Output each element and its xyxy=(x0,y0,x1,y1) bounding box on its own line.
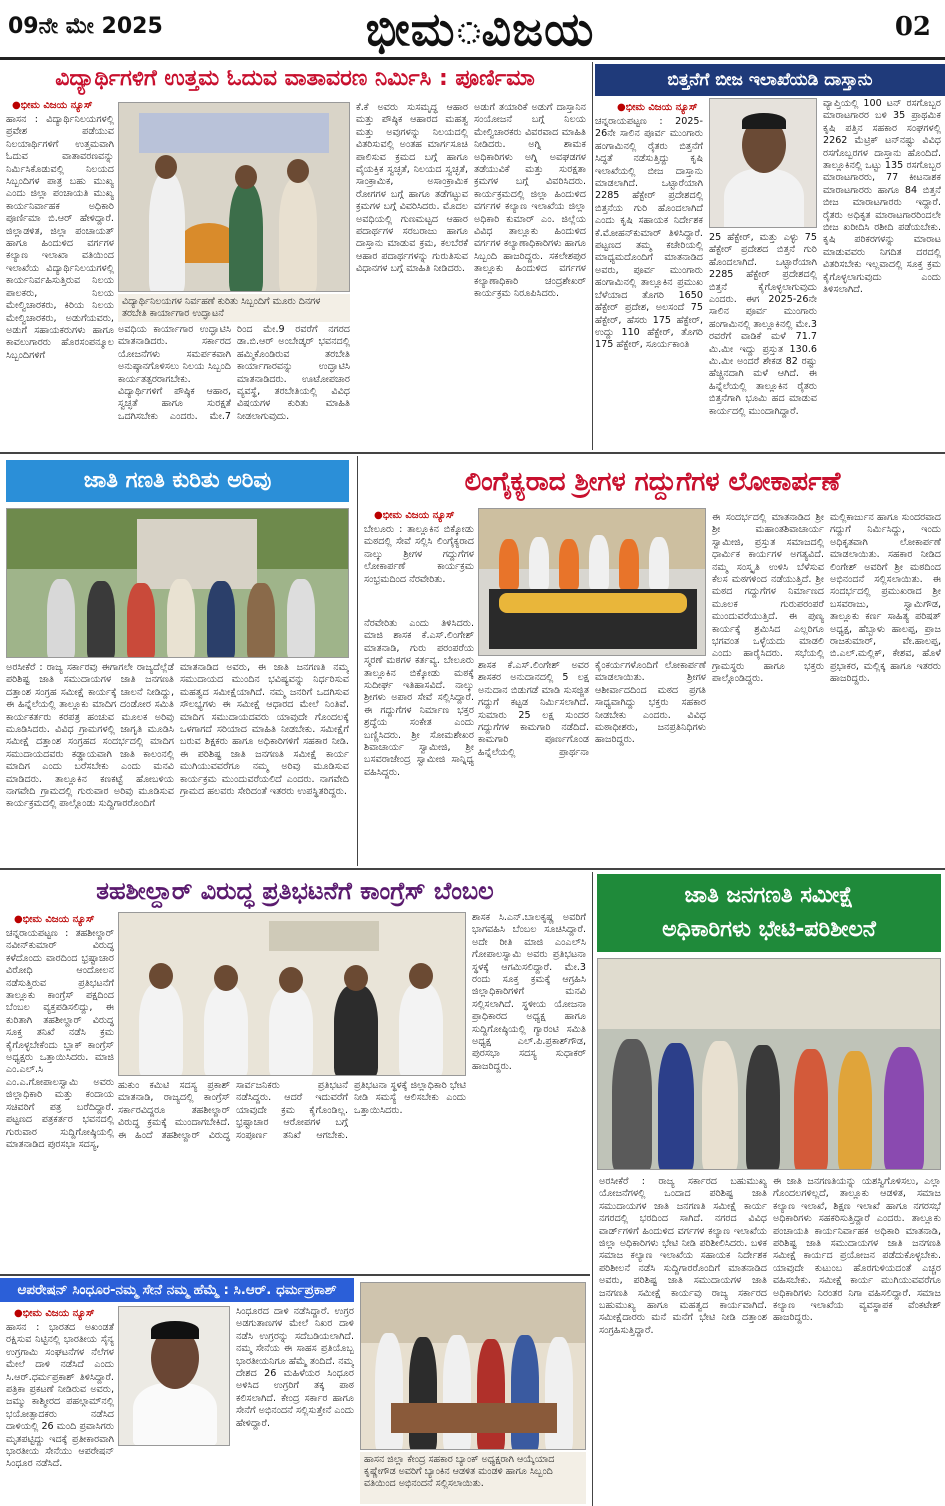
person-figure xyxy=(499,539,519,589)
event-photo xyxy=(118,102,350,292)
section-rule xyxy=(0,1274,590,1276)
article-column: ಕೆ.ಕೆ ಅವರು ಸುಸಮೃದ್ಧ ಆಹಾರ ಮತ್ತು ಪೌಷ್ಠಿಕ ಆಹಾರದ ಮಹತ್ವ ಮತ್ತು ಅವುಗಳನ್ನು ನಿಲಯದಲ್ಲಿ ವಿತರಿಸುವಲ್ಲಿ ಅಂತಹ ಮಾರ್ಗಸೂಚಿ ಪಾಲಿಸುವ ಕ್ರಮದ ಬಗ್ಗೆ ಹಾಗೂ ವೈಯಕ್ತಿಕ ಸ್ವಚ್ಛತೆ, ನಿಲಯದ ಸ್ವಚ್ಛತೆ, ಸಾಂಕ್ರಾಮಿಕ, ಅಸಾಂಕ್ರಾಮಿಕ ರೋಗಗಳ ಬಗ್ಗೆ ಹಾಗೂ ತಡೆಗಟ್ಟುವ ಕ್ರಮಗಳ ಬಗ್ಗೆ ವಿವರಿಸಿದರು. ಮೊದಲ ಅವಧಿಯಲ್ಲಿ ಗುಣಮಟ್ಟದ ಆಹಾರ ಪದಾರ್ಥಗಳ ಸರಬರಾಜು ಹಾಗೂ ದಾಸ್ತಾನು ಮಾಡುವ ಕ್ರಮ, ಕಲಬೆರಕೆ ಆಹಾರ ಪದಾರ್ಥಗಳನ್ನು ಗುರುತಿಸುವ ವಿಧಾನಗಳ ಬಗ್ಗೆ ಮಾಹಿತಿ ನೀಡಿದರು. xyxy=(356,102,468,275)
title-right: ವಿಜಯ xyxy=(481,2,595,56)
person-figure xyxy=(702,1041,738,1170)
officer-portrait-photo xyxy=(709,98,817,228)
article-column: ಚನ್ನರಾಯಪಟ್ಟಣ : 2025-26ನೇ ಸಾಲಿನ ಪೂರ್ವ ಮುಂಗಾರು ಹಂಗಾಮಿನಲ್ಲಿ ರೈತರು ಬಿತ್ತನೆಗೆ ಸಿದ್ಧತೆ ನಡೆಸುತ್ತಿದ್ದು ಕೃಷಿ ಇಲಾಖೆಯಲ್ಲಿ ಬೀಜ ದಾಸ್ತಾನು ಮಾಡಲಾಗಿದೆ. ಒಟ್ಟಾರೆಯಾಗಿ 2285 ಹೆಕ್ಟೇರ್ ಪ್ರದೇಶದಲ್ಲಿ ಬಿತ್ತನೆಯ ಗುರಿ ಹೊಂದಲಾಗಿದೆ ಎಂದು ಕೃಷಿ ಸಹಾಯಕ ನಿರ್ದೇಶಕ ಕೆ.ಮೋಹನ್‌ಕುಮಾರ್ ತಿಳಿಸಿದ್ದಾರೆ. ಪಟ್ಟಣದ ತಮ್ಮ ಕಚೇರಿಯಲ್ಲಿ ಮಾಧ್ಯಮದೊಂದಿಗೆ ಮಾತನಾಡಿದ ಅವರು, ಪೂರ್ವ ಮುಂಗಾರು ಹಂಗಾಮಿನಲ್ಲಿ ತಾಲ್ಲೂಕಿನ ಪ್ರಮುಖ ಬೆಳೆಯಾದ ತೊಗರಿ 1650 ಹೆಕ್ಟೇರ್ ಪ್ರದೇಶ, ಅಲಸಂದೆ 75 ಹೆಕ್ಟೇರ್, ಹೆಸರು 175 ಹೆಕ್ಟೇರ್, ಉದ್ದು 110 ಹೆಕ್ಟೇರ್, ತೊಗರಿ 175 ಹೆಕ್ಟೇರ್, ಸೂರ್ಯಕಾಂತಿ xyxy=(595,116,703,351)
person-head xyxy=(287,159,309,183)
person-figure xyxy=(87,581,115,658)
hair-shape xyxy=(742,113,786,129)
article-column: 25 ಹೆಕ್ಟೇರ್, ಮತ್ತು ಎಳ್ಳು 75 ಹೆಕ್ಟೇರ್ ಪ್ರದೇಶದ ಬಿತ್ತನೆ ಗುರಿ ಹೊಂದಲಾಗಿದೆ. ಒಟ್ಟಾರೆಯಾಗಿ 2285 ಹೆಕ್ಟೇರ್ ಪ್ರದೇಶದಲ್ಲಿ ಬಿತ್ತನೆ ಕೈಗೊಳ್ಳಲಾಗುವುದು ಎಂದರು. ಈಗ 2025-26ನೇ ಸಾಲಿನ ಪೂರ್ವ ಮುಂಗಾರು ಹಂಗಾಮಿನಲ್ಲಿ ತಾಲ್ಲೂಕಿನಲ್ಲಿ ಮೇ.3 ರವರೆಗೆ ವಾಡಿಕೆ ಮಳೆ 71.7 ಮಿ.ಮೀ ಇದ್ದು ಪ್ರಸ್ತುತ 130.6 ಮಿ.ಮೀ ಅಂದರೆ ಶೇಕಡ 82 ರಷ್ಟು ಹೆಚ್ಚಿನದಾಗಿ ಮಳೆ ಆಗಿದೆ. ಈ ಹಿನ್ನೆಲೆಯಲ್ಲಿ ತಾಲ್ಲೂಕಿನ ರೈತರು ಬಿತ್ತನೆಗಾಗಿ ಭೂಮಿ ಹದ ಮಾಡುವ ಕಾರ್ಯದಲ್ಲಿ ಮುಂದಾಗಿದ್ದಾರೆ. xyxy=(709,232,817,417)
section-rule xyxy=(0,868,945,870)
article-column: ಹಾಸನ : ವಿದ್ಯಾರ್ಥಿನಿಲಯಗಳಲ್ಲಿ ಪ್ರವೇಶ ಪಡೆಯುವ ನಿಲಯಾರ್ಥಿಗಳಿಗೆ ಉತ್ತಮವಾಗಿ ಓದುವ ವಾತಾವರಣವನ್ನು ನಿರ್ಮಿಸಿಕೊಡುವಲ್ಲಿ ನಿಲಯದ ಸಿಬ್ಬಂದಿಗಳ ಪಾತ್ರ ಬಹು ಮುಖ್ಯ ಎಂದು ಜಿಲ್ಲಾ ಪಂಚಾಯತಿ ಮುಖ್ಯ ಕಾರ್ಯನಿರ್ವಾಹಕ ಅಧಿಕಾರಿ ಪೂರ್ಣಿಮಾ ಬಿ.ಆರ್ ಹೇಳಿದ್ದಾರೆ. ಜಿಲ್ಲಾಡಳಿತ, ಜಿಲ್ಲಾ ಪಂಚಾಯತ್ ಹಾಗೂ ಹಿಂದುಳಿದ ವರ್ಗಗಳ ಕಲ್ಯಾಣ ಇಲಾಖಾ ವತಿಯಿಂದ ಇಲಾಖೆಯ ವಿದ್ಯಾರ್ಥಿನಿಲಯಗಳಲ್ಲಿ ಕಾರ್ಯನಿರ್ವಹಿಸುತ್ತಿರುವ ನಿಲಯ ಪಾಲಕರು, ನಿಲಯ ಮೇಲ್ವಿಚಾರಕರು, ಕಿರಿಯ ನಿಲಯ ಮೇಲ್ವಿಚಾರಕರು, ಅಡುಗೆಯವರು, ಅಡುಗೆ ಸಹಾಯಕರುಗಳು ಹಾಗೂ ಕಾವಲುಗಾರರು ಹೊರಸಂಪನ್ಮೂಲ ಸಿಬ್ಬಂದಿಗಳಿಗೆ xyxy=(6,114,114,361)
person-head xyxy=(149,963,173,989)
person-figure xyxy=(529,537,549,589)
group-photo xyxy=(6,508,349,658)
person-figure xyxy=(409,1337,437,1450)
article-column: ಅರಸೀಕೆರೆ : ರಾಜ್ಯ ಸರ್ಕಾರದ ಬಹುಮುಖ್ಯ ಯೋಜನೆಗಳಲ್ಲಿ ಒಂದಾದ ಪರಿಶಿಷ್ಟ ಜಾತಿ ಸಮುದಾಯಗಳ ಜಾತಿ ಜನಗಣತಿ ಸಮೀಕ್ಷೆ ಕಾರ್ಯ ನಗರದಲ್ಲಿ ಭರದಿಂದ ಸಾಗಿದೆ. ನಗರದ ವಿವಿಧ ವಾರ್ಡ್‌ಗಳಿಗೆ ಹಿಂದುಳಿದ ವರ್ಗಗಳ ಕಲ್ಯಾಣ ಇಲಾಖೆಯ ಜಿಲ್ಲಾ ಅಧಿಕಾರಿಗಳು ಭೇಟಿ ನೀಡಿ ಪರಿಶೀಲಿಸಿದರು. ಬಳಿಕ ಸಮಾಜ ಕಲ್ಯಾಣ ಇಲಾಖೆಯ ಸಹಾಯಕ ನಿರ್ದೇಶಕ ಪರಿಶೀಲನೆ ನಡೆಸಿ ಸುದ್ದಿಗಾರರೊಂದಿಗೆ ಮಾತನಾಡಿದ ಅವರು, ಪರಿಶಿಷ್ಟ ಜಾತಿ ಸಮುದಾಯಗಳ ಜಾತಿ ಜನಗಣತಿ ಸಮೀಕ್ಷೆ ಕಾರ್ಯವು ರಾಜ್ಯ ಸರ್ಕಾರದ ಬಹುಮುಖ್ಯ ಹಾಗೂ ಮಹತ್ವದ ಕಾರ್ಯವಾಗಿದೆ. ಸಮೀಕ್ಷೆದಾರರು ಮನೆ ಮನೆಗೆ ಭೇಟಿ ನೀಡಿ ದತ್ತಾಂಶ ಸಂಗ್ರಹಿಸುತ್ತಿದ್ದಾರೆ. xyxy=(599,1176,767,1336)
person-head xyxy=(214,965,238,991)
person-figure xyxy=(229,183,263,292)
column-rule xyxy=(592,872,593,1506)
article-column: ಬೇಲೂರು : ತಾಲ್ಲೂಕಿನ ಬಿಕ್ಕೋಡು ಮಠದಲ್ಲಿ ಸೇವೆ ಸಲ್ಲಿಸಿ ಲಿಂಗೈಕ್ಯರಾದ ನಾಲ್ಕು ಶ್ರೀಗಳ ಗದ್ದುಗೆಗಳ ಲೋಕಾರ್ಪಣೆ ಕಾರ್ಯಕ್ರಮ ಸಂಭ್ರಮದಿಂದ ನೆರವೇರಿತು. xyxy=(364,524,474,585)
headline: ಲಿಂಗೈಕ್ಯರಾದ ಶ್ರೀಗಳ ಗದ್ದುಗೆಗಳ ಲೋಕಾರ್ಪಣೆ xyxy=(464,467,841,497)
page-number: 02 xyxy=(894,12,931,42)
person-head xyxy=(155,155,177,179)
byline: ● ಭೀಮ ವಿಜಯ ನ್ಯೂಸ್ xyxy=(12,100,93,111)
article-column: ಚನ್ನರಾಯಪಟ್ಟಣ : ತಹಶೀಲ್ದಾರ್ ನವೀನ್‌ಕುಮಾರ್ ವಿರುದ್ಧ ಕಳೆದೊಂದು ವಾರದಿಂದ ಭ್ರಷ್ಟಾಚಾರ ವಿರೋಧಿ ಆಂದೋಲನ ನಡೆಸುತ್ತಿರುವ ಪ್ರತಿಭಟನೆಗೆ ತಾಲ್ಲೂಕು ಕಾಂಗ್ರೆಸ್ ಪಕ್ಷದಿಂದ ಬೆಂಬಲ ವ್ಯಕ್ತಪಡಿಸಲಿದ್ದು, ಈ ಕುರಿತಾಗಿ ತಹಶೀಲ್ದಾರ್ ವಿರುದ್ಧ ಸೂಕ್ತ ತನಿಖೆ ನಡೆಸಿ ಕ್ರಮ ಕೈಗೊಳ್ಳಬೇಕೆಂದು ಬ್ಲಾಕ್ ಕಾಂಗ್ರೆಸ್ ಅಧ್ಯಕ್ಷರು ಒತ್ತಾಯಿಸಿದರು. ಮಾಜಿ ಎಂ.ಎಲ್.ಸಿ ಎಂ.ಎ.ಗೋಪಾಲಸ್ವಾಮಿ ಅವರು ಜಿಲ್ಲಾಧಿಕಾರಿ ಮತ್ತು ಕಂದಾಯ ಸಚಿವರಿಗೆ ಪತ್ರ ಬರೆದಿದ್ದಾರೆ. ಪಟ್ಟಣದ ಪತ್ರಕರ್ತರ ಭವನದಲ್ಲಿ ಗುರುವಾರ ಸುದ್ದಿಗೋಷ್ಠಿಯಲ್ಲಿ ಮಾತನಾಡಿದ ಪುರಸಭಾ ಸದಸ್ಯ, xyxy=(6,928,114,1150)
person-figure xyxy=(477,1339,505,1450)
byline: ● ಭೀಮ ವಿಜಯ ನ್ಯೂಸ್ xyxy=(617,102,698,113)
article-column: ಮಾತನಾಡಿದ ಅವರು, ಈ ಜಾತಿ ಜನಗಣತಿ ನಮ್ಮ ಸಮುದಾಯದ ಮುಂದಿನ ಭವಿಷ್ಯವನ್ನು ನಿರ್ಧರಿಸುವ ಮಹತ್ವದ ಸಮೀಕ್ಷೆಯಾಗಿದೆ. ನಮ್ಮ ಜನರಿಗೆ ಒದಗಿಸುವ ಸೌಲಭ್ಯಗಳು ಈ ಸಮೀಕ್ಷೆ ಆಧಾರದ ಮೇಲೆ ನಿಂತಿವೆ. ಮಾದಿಗ ಸಮುದಾಯದವರು ಯಾವುದೇ ಗೊಂದಲಕ್ಕೆ ಒಳಗಾಗದೆ ಸರಿಯಾದ ಮಾಹಿತಿ ನೀಡಬೇಕು. ಸಮೀಕ್ಷೆಗೆ ಬರುವ ಶಿಕ್ಷಕರು ಹಾಗೂ ಅಧಿಕಾರಿಗಳಿಗೆ ಸಹಕಾರ ನೀಡಿ. ಈ ಪರಿಶಿಷ್ಟ ಜಾತಿ ಜನಗಣತಿ ಸಮೀಕ್ಷೆ ಕಾರ್ಯ ಮುಗಿಯುವವರೆಗೂ ನಮ್ಮ ಅರಿವು ಮೂಡಿಸುವ ಕಾರ್ಯಕ್ರಮ ಮುಂದುವರೆಯಲಿದೆ ಎಂದರು. ನಾಗವೇದಿ ಗ್ರಾಮದ ಹಲವರು ಸೇರಿದಂತೆ ಇತರರು ಉಪಸ್ಥಿತರಿದ್ದರು. xyxy=(180,662,349,798)
person-head xyxy=(279,967,303,993)
press-meet-photo xyxy=(118,912,466,1076)
person-figure xyxy=(612,1039,652,1170)
byline: ● ಭೀಮ ವಿಜಯ ನ್ಯೂಸ್ xyxy=(374,510,455,521)
article-column: ಶಾಸಕ ಸಿ.ಎನ್.ಬಾಲಕೃಷ್ಣ ಅವರಿಗೆ ಭಾಗವಹಿಸಿ ಬೆಂಬಲ ಸೂಚಿಸಿದ್ದಾರೆ. ಅದೇ ರೀತಿ ಮಾಜಿ ಎಂಎಲ್‌ಸಿ ಗೋಪಾಲಸ್ವಾಮಿ ಅವರು ಪ್ರತಿಭಟನಾ ಸ್ಥಳಕ್ಕೆ ಆಗಮಿಸಲಿದ್ದಾರೆ. ಮೇ.3 ರಂದು ಸೂಕ್ತ ಕ್ರಮಕ್ಕೆ ಆಗ್ರಹಿಸಿ ಜಿಲ್ಲಾಧಿಕಾರಿಗಳಿಗೆ ಮನವಿ ಸಲ್ಲಿಸಲಾಗಿದೆ. ಸ್ಥಳೀಯ ಯೋಜನಾ ಪ್ರಾಧಿಕಾರದ ಅಧ್ಯಕ್ಷ ಹಾಗೂ ಸುದ್ದಿಗೋಷ್ಠಿಯಲ್ಲಿ ಗ್ಯಾರಂಟಿ ಸಮಿತಿ ಅಧ್ಯಕ್ಷ ಎಲ್.ಪಿ.ಪ್ರಕಾಶ್‌ಗೌಡ, ಪುರಸಭಾ ಸದಸ್ಯ ಸುಧಾಕರ್ ಹಾಜರಿದ್ದರು. xyxy=(472,912,586,1072)
article-census-officer-visit xyxy=(595,872,945,1506)
byline: ● ಭೀಮ ವಿಜಯ ನ್ಯೂಸ್ xyxy=(14,1308,95,1319)
person-figure xyxy=(559,539,579,589)
person-figure xyxy=(139,983,183,1076)
headline: ಜಾತಿ ಗಣತಿ ಕುರಿತು ಅರಿವು xyxy=(6,460,349,502)
stage-banner xyxy=(139,113,329,153)
person-figure xyxy=(269,987,313,1076)
article-column: ಸಿಂಧೂರದ ದಾಳಿ ನಡೆಸಿದ್ದಾರೆ. ಉಗ್ರರ ಅಡಗುತಾಣಗಳ ಮೇಲೆ ನಿಖರ ದಾಳಿ ನಡೆಸಿ ಉಗ್ರರನ್ನು ಸದೆಬಡಿಯಲಾಗಿದೆ. ನಮ್ಮ ಸೇನೆಯ ಈ ಸಾಹಸ ಪ್ರತಿಯೊಬ್ಬ ಭಾರತೀಯನಿಗೂ ಹೆಮ್ಮೆ ತಂದಿದೆ. ನಮ್ಮ ದೇಶದ 26 ಮಹಿಳೆಯರ ಸಿಂಧೂರ ಅಳಿಸಿದ ಉಗ್ರರಿಗೆ ತಕ್ಕ ಪಾಠ ಕಲಿಸಲಾಗಿದೆ. ಕೇಂದ್ರ ಸರ್ಕಾರ ಹಾಗೂ ಸೇನೆಗೆ ಅಭಿನಂದನೆ ಸಲ್ಲಿಸುತ್ತೇನೆ ಎಂದು ಹೇಳಿದ್ದಾರೆ. xyxy=(236,1306,354,1429)
person-figure xyxy=(279,178,317,292)
person-figure xyxy=(658,1043,694,1170)
headline-line: ಅಧಿಕಾರಿಗಳು ಭೇಟಿ-ಪರಿಶೀಲನೆ xyxy=(662,917,876,942)
flower-garland xyxy=(499,593,687,613)
article-column: ಮಲ್ಲಿಕಾರ್ಜುನ ಹಾಗೂ ಸುಂದರವಾದ ಗದ್ದುಗೆ ನಿರ್ಮಿಸಿದ್ದು, ಇಂದು ಅಧಿಕೃತವಾಗಿ ಲೋಕಾರ್ಪಣೆ ಮಾಡಲಾಯಿತು. ಸಹಕಾರ ನೀಡಿದ ಲಿಂಗೇಶ್ ಅವರಿಗೆ ಶ್ರೀ ಮಠದಿಂದ ಅಭಿನಂದನೆ ಸಲ್ಲಿಸಲಾಯಿತು. ಈ ಸಂದರ್ಭದಲ್ಲಿ ಪ್ರಮುಖರಾದ ಶ್ರೀ ಬಸವರಾಜು, ಸ್ವಾಮಿಗೌಡ, ತಾಲ್ಲೂಕು ಕರ್ಣ ಸಾಹಿತ್ಯ ಪರಿಷತ್ ಅಧ್ಯಕ್ಷ, ಹೆಬ್ಬಾಳು ಹಾಲಪ್ಪ, ಪ್ರಾಜ ರಾಜಕುಮಾರ್, ವೇ.ಹಾಲಪ್ಪ, ಬಿ.ಎಲ್.ಮಲ್ಲಿಕ್, ಕೇಶವ, ಹೊಳೆ ಪ್ರಭಾಕರ, ಮಲ್ಲಿಕ್ಕ ಹಾಗೂ ಇತರರು ಹಾಜರಿದ್ದರು. xyxy=(830,512,941,685)
shrine-group-photo xyxy=(478,508,706,656)
person-figure xyxy=(127,583,155,658)
person-figure xyxy=(649,537,669,589)
person-figure xyxy=(334,985,378,1076)
article-column: ಅರಸೀಕೆರೆ : ರಾಜ್ಯ ಸರ್ಕಾರವು ಈಗಾಗಲೇ ರಾಜ್ಯದೆಲ್ಲೆಡೆ ಪರಿಶಿಷ್ಟ ಜಾತಿ ಸಮುದಾಯಗಳ ಜಾತಿ ಜನಗಣತಿ ದತ್ತಾಂಶ ಸಂಗ್ರಹ ಸಮೀಕ್ಷೆ ಕಾರ್ಯಕ್ಕೆ ಚಾಲನೆ ನೀಡಿದ್ದು, ಈ ಹಿನ್ನೆಲೆಯಲ್ಲಿ ತಾಲ್ಲೂಕು ಮಾದಿಗ ದಂಡೋರ ಸಮಿತಿ ಕಾರ್ಯಕರ್ತರು ಕರಪತ್ರ ಹಂಚುವ ಮೂಲಕ ಅರಿವು ಮೂಡಿಸಿದರು. ವಿವಿಧ ಗ್ರಾಮಗಳಲ್ಲಿ ಜಾಗೃತಿ ಮೂಡಿಸಿ ಸಮೀಕ್ಷೆ ದತ್ತಾಂಶ ಸಂಗ್ರಹದ ಸಂದರ್ಭದಲ್ಲಿ ಮಾದಿಗ ಸಮುದಾಯದವರು ಕಡ್ಡಾಯವಾಗಿ ಜಾತಿ ಕಾಲಂನಲ್ಲಿ ಮಾದಿಗ ಎಂದು ಬರೆಸಬೇಕು ಎಂದು ಮನವಿ ಮಾಡಿದರು. ತಾಲ್ಲೂಕಿನ ಕಣಕಟ್ಟೆ ಹೋಬಳಿಯ ನಾಗವೇದಿ ಗ್ರಾಮದಲ್ಲಿ ಗುರುವಾರ ಅರಿವು ಮೂಡಿಸುವ ಕಾರ್ಯಕ್ರಮದಲ್ಲಿ ಪಾಲ್ಗೊಂಡು ಸುದ್ದಿಗಾರರೊಂದಿಗೆ xyxy=(6,662,174,810)
headline-line: ಜಾತಿ ಜನಗಣತಿ ಸಮೀಕ್ಷೆ xyxy=(684,883,854,908)
article-column: ಅಡುಗೆ ತಯಾರಿಕೆ ಅಡುಗೆ ದಾಸ್ತಾನಿನ ಸಂಯೋಜನೆ ಬಗ್ಗೆ ನಿಲಯ ಮೇಲ್ವಿಚಾರಕರು ವಿವರವಾದ ಮಾಹಿತಿ ನೀಡಿದರು. ಅಗ್ನಿ ಶಾಮಕ ಅಧಿಕಾರಿಗಳು ಅಗ್ನಿ ಅವಘಡಗಳ ತಡೆಯುವಿಕೆ ಮತ್ತು ಸುರಕ್ಷತಾ ಕ್ರಮಗಳ ಬಗ್ಗೆ ವಿವರಿಸಿದರು. ಕಾರ್ಯಕ್ರಮದಲ್ಲಿ ಜಿಲ್ಲಾ ಹಿಂದುಳಿದ ವರ್ಗಗಳ ಕಲ್ಯಾಣ ಇಲಾಖೆಯ ಜಿಲ್ಲಾ ಅಧಿಕಾರಿ ಕುಮಾರ್ ಎಂ. ಜಿಲ್ಲೆಯ ವಿವಿಧ ತಾಲ್ಲೂಕು ಹಿಂದುಳಿದ ವರ್ಗಗಳ ಕಲ್ಯಾಣಾಧಿಕಾರಿಗಳು ಹಾಗೂ ಸಿಬ್ಬಂದಿ ಹಾಜರಿದ್ದರು. ಸಕಲೇಶಪುರ ತಾಲ್ಲೂಕು ಹಿಂದುಳಿದ ವರ್ಗಗಳ ಕಲ್ಯಾಣಾಧಿಕಾರಿ ಚಂದ್ರಶೇಖರ್ ಕಾರ್ಯಕ್ರಮ ನಿರೂಪಿಸಿದರು. xyxy=(474,102,586,300)
person-figure xyxy=(545,1337,573,1450)
article-column: ಹುಕುಂ ಕಮಿಟಿ ಸದಸ್ಯ ಪ್ರಕಾಶ್ ಮಾತನಾಡಿ, ರಾಜ್ಯದಲ್ಲಿ ಕಾಂಗ್ರೆಸ್ ಸರ್ಕಾರವಿದ್ದರೂ ತಹಶೀಲ್ದಾರ್ ವಿರುದ್ಧ ಕ್ರಮಕ್ಕೆ ಮುಂದಾಗಬೇಕಿದೆ. ಈ ಹಿಂದೆ ತಹಶೀಲ್ದಾರ್ ವಿರುದ್ಧ ಸಾರ್ವಜನಿಕರು ಪ್ರತಿಭಟನೆ ನಡೆಸಿದ್ದರು. ಆದರೆ ಇದುವರೆಗೆ ಯಾವುದೇ ಕ್ರಮ ಕೈಗೊಂಡಿಲ್ಲ. ಭ್ರಷ್ಟಾಚಾರ ಆರೋಪಗಳ ಬಗ್ಗೆ ಸಂಪೂರ್ಣ ತನಿಖೆ ಆಗಬೇಕು. ಪ್ರತಿಭಟನಾ ಸ್ಥಳಕ್ಕೆ ಜಿಲ್ಲಾಧಿಕಾರಿ ಭೇಟಿ ನೀಡಿ ಸಮಸ್ಯೆ ಆಲಿಸಬೇಕು ಎಂದು ಒತ್ತಾಯಿಸಿದರು. xyxy=(118,1080,466,1141)
person-figure xyxy=(884,1047,924,1170)
person-figure xyxy=(247,583,275,658)
article-column: ವ್ಯಾಪ್ತಿಯಲ್ಲಿ 100 ಟನ್ ರಸಗೊಬ್ಬರ ಮಾರಾಟಗಾರರ ಬಳಿ 35 ಪ್ರಾಥಮಿಕ ಕೃಷಿ ಪತ್ತಿನ ಸಹಕಾರ ಸಂಘಗಳಲ್ಲಿ 2262 ಮೆಟ್ರಿಕ್ ಟನ್‌ನಷ್ಟು ವಿವಿಧ ರಸಗೊಬ್ಬರಗಳ ದಾಸ್ತಾನು ಹೊಂದಿದೆ. ತಾಲ್ಲೂಕಿನಲ್ಲಿ ಒಟ್ಟು 135 ರಸಗೊಬ್ಬರ ಮಾರಾಟಗಾರರು, 77 ಕೀಟನಾಶಕ ಮಾರಾಟಗಾರರು ಹಾಗೂ 84 ಬಿತ್ತನೆ ಬೀಜ ಮಾರಾಟಗಾರರು ಇದ್ದಾರೆ. ರೈತರು ಅಧಿಕೃತ ಮಾರಾಟಗಾರರಿಂದಲೇ ಬೀಜ ಖರೀದಿಸಿ ರಶೀದಿ ಪಡೆಯಬೇಕು. ಕೃಷಿ ಪರಿಕರಗಳನ್ನು ಮಾರಾಟ ಮಾಡುವವರು ನಿಗದಿತ ದರದಲ್ಲಿ ವಿತರಿಸಬೇಕು ಇಲ್ಲವಾದಲ್ಲಿ ಸೂಕ್ತ ಕ್ರಮ ಕೈಗೊಳ್ಳಲಾಗುವುದು ಎಂದು ತಿಳಿಸಲಾಗಿದೆ. xyxy=(823,98,941,296)
person-figure xyxy=(287,579,315,658)
felicitation-photo xyxy=(360,1282,586,1450)
person-figure xyxy=(794,1049,828,1170)
person-figure xyxy=(204,985,248,1076)
column-rule xyxy=(592,62,593,450)
person-figure xyxy=(207,581,235,658)
column-rule xyxy=(357,456,358,866)
article-gaddige-inauguration xyxy=(360,456,945,866)
person-figure xyxy=(399,983,443,1076)
headline: ತಹಶೀಲ್ದಾರ್ ವಿರುದ್ಧ ಪ್ರತಿಭಟನೆಗೆ ಕಾಂಗ್ರೆಸ್ ಬೆಂಬಲ xyxy=(96,877,494,905)
article-column: ಹಾಸನ : ಭಾರತದ ಅಖಂಡತೆ ರಕ್ಷಿಸುವ ನಿಟ್ಟಿನಲ್ಲಿ ಭಾರತೀಯ ಸೈನ್ಯ ಉಗ್ರಗಾಮಿ ಸಂಘಟನೆಗಳ ನೆಲೆಗಳ ಮೇಲೆ ದಾಳಿ ನಡೆಸಿದೆ ಎಂದು ಸಿ.ಆರ್.ಧರ್ಮಪ್ರಕಾಶ್ ತಿಳಿಸಿದ್ದಾರೆ. ಪತ್ರಿಕಾ ಪ್ರಕಟಣೆ ನೀಡಿರುವ ಅವರು, ಜಮ್ಮು ಕಾಶ್ಮೀರದ ಪಹಲ್ಗಾಮ್‌ನಲ್ಲಿ ಭಯೋತ್ಪಾದಕರು ನಡೆಸಿದ ದಾಳಿಯಲ್ಲಿ 26 ಮಂದಿ ಪ್ರವಾಸಿಗರು ಮೃತಪಟ್ಟಿದ್ದು ಇದಕ್ಕೆ ಪ್ರತೀಕಾರವಾಗಿ ಭಾರತೀಯ ಸೇನೆಯು ಆಪರೇಷನ್ ಸಿಂಧೂರ ನಡೆಸಿದೆ. xyxy=(6,1322,114,1470)
wall-signboard xyxy=(269,921,379,951)
person-head xyxy=(409,963,433,989)
photo-caption: ವಿದ್ಯಾರ್ಥಿನಿಲಯಗಳ ನಿರ್ವಹಣೆ ಕುರಿತು ಸಿಬ್ಬಂದಿಗೆ ಮೂರು ದಿನಗಳ ತರಬೇತಿ ಕಾರ್ಯಾಗಾರ ಉದ್ಘಾಟನೆ xyxy=(118,294,350,322)
leader-portrait-photo xyxy=(118,1306,230,1446)
person-head xyxy=(235,165,257,189)
title-left: ಭೀಮ xyxy=(365,2,456,56)
person-figure xyxy=(149,173,185,292)
article-column: ಶಾಸಕ ಕೆ.ಎಸ್.ಲಿಂಗೇಶ್ ಅವರ ಶಾಸಕರ ಅನುದಾನದಲ್ಲಿ 5 ಲಕ್ಷ ಅನುದಾನ ಬಿಡುಗಡೆ ಮಾಡಿ ಸುಸಜ್ಜಿತ ಗದ್ದುಗೆ ಕಟ್ಟಡ ನಿರ್ಮಿಸಲಾಗಿದೆ. ಸುಮಾರು 25 ಲಕ್ಷ ಸುಂದರ ಗದ್ದುಗೆಗಳ ಕಾಮಗಾರಿ ನಡೆದಿದೆ. ಕಾಮಗಾರಿ ಪೂರ್ಣಗೊಂಡ ಹಿನ್ನೆಲೆಯಲ್ಲಿ ಪ್ರಾರ್ಥನಾ ಕೈಂಕರ್ಯಗಳೊಂದಿಗೆ ಲೋಕಾರ್ಪಣೆ ಮಾಡಲಾಯಿತು. ಶ್ರೀಗಳ ಆಶೀರ್ವಾದದಿಂದ ಮಠದ ಪ್ರಗತಿ ಸಾಧ್ಯವಾಗಿದ್ದು ಭಕ್ತರು ಸಹಕಾರ ನೀಡಬೇಕು ಎಂದರು. ವಿವಿಧ ಮಠಾಧೀಶರು, ಜನಪ್ರತಿನಿಧಿಗಳು ಹಾಜರಿದ್ದರು. xyxy=(478,660,706,758)
person-figure xyxy=(746,1045,780,1170)
houses-background xyxy=(598,959,941,1029)
byline: ● ಭೀಮ ವಿಜಯ ನ್ಯೂಸ್ xyxy=(14,914,95,925)
issue-date: 09ನೇ ಮೇ 2025 xyxy=(8,14,163,39)
headline: ವಿದ್ಯಾರ್ಥಿಗಳಿಗೆ ಉತ್ತಮ ಓದುವ ವಾತಾವರಣ ನಿರ್ಮಿಸಿ : ಪೂರ್ಣಿಮಾ xyxy=(55,66,535,91)
person-figure xyxy=(838,1051,872,1170)
section-rule xyxy=(0,452,945,454)
article-study-environment xyxy=(0,62,590,450)
sun-emblem-icon xyxy=(458,22,480,44)
photo-caption: ಹಾಸನ ಜಿಲ್ಲಾ ಕೇಂದ್ರ ಸಹಕಾರ ಬ್ಯಾಂಕ್ ಅಧ್ಯಕ್ಷರಾಗಿ ಆಯ್ಕೆಯಾದ ಕೃಷ್ಣೇಗೌಡ ಅವರಿಗೆ ಬ್ಯಾಂಕಿನ ಆಡಳಿತ ಮಂಡಳಿ ಹಾಗೂ ಸಿಬ್ಬಂದಿ ವತಿಯಿಂದ ಅಭಿನಂದನೆ ಸಲ್ಲಿಸಲಾಯಿತು. xyxy=(360,1452,586,1504)
headline: ಆಪರೇಷನ್ ಸಿಂಧೂರ-ನಮ್ಮ ಸೇನೆ ನಮ್ಮ ಹೆಮ್ಮೆ : ಸಿ.ಆರ್. ಧರ್ಮಪ್ರಕಾಶ್ xyxy=(0,1278,354,1302)
article-congress-support xyxy=(0,872,590,1272)
person-figure xyxy=(724,169,804,228)
headline: ಬಿತ್ತನೆಗೆ ಬೀಜ ಇಲಾಖೆಯಡಿ ದಾಸ್ತಾನು xyxy=(595,64,945,96)
person-figure xyxy=(47,579,75,658)
person-figure xyxy=(589,535,609,589)
newspaper-title xyxy=(330,2,630,58)
survey-visit-photo xyxy=(597,958,941,1170)
article-column: ಈ ಸಂದರ್ಭದಲ್ಲಿ ಮಾತನಾಡಿದ ಶ್ರೀ ಶ್ರೀ ಮಹಾಂತಶಿವಾಚಾರ್ಯ ಸ್ವಾಮೀಜಿ, ಪ್ರಸ್ತುತ ಸಮಾಜದಲ್ಲಿ ಧಾರ್ಮಿಕ ಕಾರ್ಯಗಳ ಅಗತ್ಯವಿದೆ. ನಮ್ಮ ಸಂಸ್ಕೃತಿ ಉಳಿಸಿ ಬೆಳೆಸುವ ಕೆಲಸ ಮಠಗಳಿಂದ ನಡೆಯುತ್ತಿದೆ. ಶ್ರೀ ಮಠದ ಗದ್ದುಗೆಗಳ ನಿರ್ಮಾಣದ ಮೂಲಕ ಗುರುಪರಂಪರೆ ಮುಂದುವರೆಯುತ್ತಿದೆ. ಈ ಪುಣ್ಯ ಕಾರ್ಯಕ್ಕೆ ಶ್ರಮಿಸಿದ ಎಲ್ಲರಿಗೂ ಭಗವಂತ ಒಳ್ಳೆಯದು ಮಾಡಲಿ ಎಂದು ಹಾರೈಸಿದರು. ಸಭೆಯಲ್ಲಿ ಗ್ರಾಮಸ್ಥರು ಹಾಗೂ ಭಕ್ತರು ಪಾಲ್ಗೊಂಡಿದ್ದರು. xyxy=(712,512,824,685)
article-operation-sindoor xyxy=(0,1278,590,1506)
article-column: ಅವಧಿಯ ಕಾರ್ಯಾಗಾರ ಉದ್ಘಾಟಿಸಿ ಮಾತನಾಡಿದರು. ಸರ್ಕಾರದ ಯೋಜನೆಗಳು ಸಮರ್ಪಕವಾಗಿ ಅನುಷ್ಠಾನಗೊಳಿಸಲು ನಿಲಯ ಸಿಬ್ಬಂದಿ ಕಾರ್ಯತತ್ಪರರಾಗಬೇಕು. ವಿದ್ಯಾರ್ಥಿಗಳಿಗೆ ಪೌಷ್ಠಿಕ ಆಹಾರ, ಸ್ವಚ್ಛತೆ ಹಾಗೂ ಸುರಕ್ಷತೆ ಒದಗಿಸಬೇಕು ಎಂದರು. ಮೇ.7 ರಿಂದ ಮೇ.9 ರವರೆಗೆ ನಗರದ ಡಾ.ಬಿ.ಆರ್ ಅಂಬೇಡ್ಕರ್ ಭವನದಲ್ಲಿ ಹಮ್ಮಿಕೊಂಡಿರುವ ತರಬೇತಿ ಕಾರ್ಯಾಗಾರವನ್ನು ಉದ್ಘಾಟಿಸಿ ಮಾತನಾಡಿದರು. ಊಟೋಪಚಾರ ವ್ಯವಸ್ಥೆ, ತರಬೇತಿಯಲ್ಲಿ ವಿವಿಧ ವಿಷಯಗಳ ಕುರಿತು ಮಾಹಿತಿ ನೀಡಲಾಗುವುದು. xyxy=(118,324,350,422)
person-figure xyxy=(619,539,639,589)
building-shape xyxy=(137,519,257,589)
article-caste-census-awareness xyxy=(0,456,355,866)
headline-box xyxy=(597,874,941,952)
article-seed-stock xyxy=(595,62,945,450)
masthead xyxy=(0,0,945,60)
person-figure xyxy=(133,1383,217,1446)
article-column: ಈ ಜಾತಿ ಜನಗಣತಿಯನ್ನು ಯಶಸ್ವಿಗೊಳಿಸಲು, ಎಲ್ಲಾ ಗೊಂದಲಗಳಿಲ್ಲದೆ, ತಾಲ್ಲೂಕು ಆಡಳಿತ, ಸಮಾಜ ಕಲ್ಯಾಣ ಇಲಾಖೆ, ಶಿಕ್ಷಣ ಇಲಾಖೆ ಹಾಗೂ ನಗರಸಭೆ ಅಧಿಕಾರಿಗಳು ಸಹಕರಿಸುತ್ತಿದ್ದಾರೆ ಎಂದರು. ತಾಲ್ಲೂಕು ಪಂಚಾಯತಿ ಕಾರ್ಯನಿರ್ವಾಹಕ ಅಧಿಕಾರಿ ಮಾತನಾಡಿ, ಪರಿಶಿಷ್ಟ ಜಾತಿ ಸಮುದಾಯಗಳ ಜಾತಿ ಜನಗಣತಿ ಸಮೀಕ್ಷೆ ಕಾರ್ಯದ ಪ್ರಯೋಜನ ಪಡೆದುಕೊಳ್ಳಬೇಕು. ಯಾವುದೇ ಕುಟುಂಬ ಹೊರಗುಳಿಯದಂತೆ ಎಚ್ಚರ ವಹಿಸಬೇಕು. ಸಮೀಕ್ಷೆ ಕಾರ್ಯ ಮುಗಿಯುವವರೆಗೂ ಅಧಿಕಾರಿಗಳು ನಿರಂತರ ನಿಗಾ ವಹಿಸಲಿದ್ದಾರೆ. ಸಮಾಜ ಕಲ್ಯಾಣ ಇಲಾಖೆಯ ವ್ಯವಸ್ಥಾಪಕ ವೆಂಕಟೇಶ್ ಹಾಜರಿದ್ದರು. xyxy=(773,1176,941,1324)
table-shape xyxy=(391,1403,557,1433)
person-head xyxy=(344,965,368,991)
person-figure xyxy=(167,579,195,658)
article-column: ನೆರವೇರಿತು ಎಂದು ತಿಳಿಸಿದರು. ಮಾಜಿ ಶಾಸಕ ಕೆ.ಎಸ್.ಲಿಂಗೇಶ್ ಮಾತನಾಡಿ, ಗುರು ಪರಂಪರೆಯ ಸ್ಮರಣೆ ಮಠಗಳ ಕರ್ತವ್ಯ. ಬೇಲೂರು ತಾಲ್ಲೂಕಿನ ಬಿಕ್ಕೋಡು ಮಠಕ್ಕೆ ಸುದೀರ್ಘ ಇತಿಹಾಸವಿದೆ. ನಾಲ್ಕು ಶ್ರೀಗಳು ಅಪಾರ ಸೇವೆ ಸಲ್ಲಿಸಿದ್ದಾರೆ. ಈ ಗದ್ದುಗೆಗಳ ನಿರ್ಮಾಣ ಭಕ್ತರ ಶ್ರದ್ಧೆಯ ಸಂಕೇತ ಎಂದು ಬಣ್ಣಿಸಿದರು. ಶ್ರೀ ಸೋಮಶೇಖರ ಶಿವಾಚಾರ್ಯ ಸ್ವಾಮೀಜಿ, ಶ್ರೀ ಬಸವರಾಜೇಂದ್ರ ಸ್ವಾಮೀಜಿ ಸಾನ್ನಿಧ್ಯ ವಹಿಸಿದ್ದರು. xyxy=(364,618,474,778)
hair-shape xyxy=(151,1321,199,1339)
